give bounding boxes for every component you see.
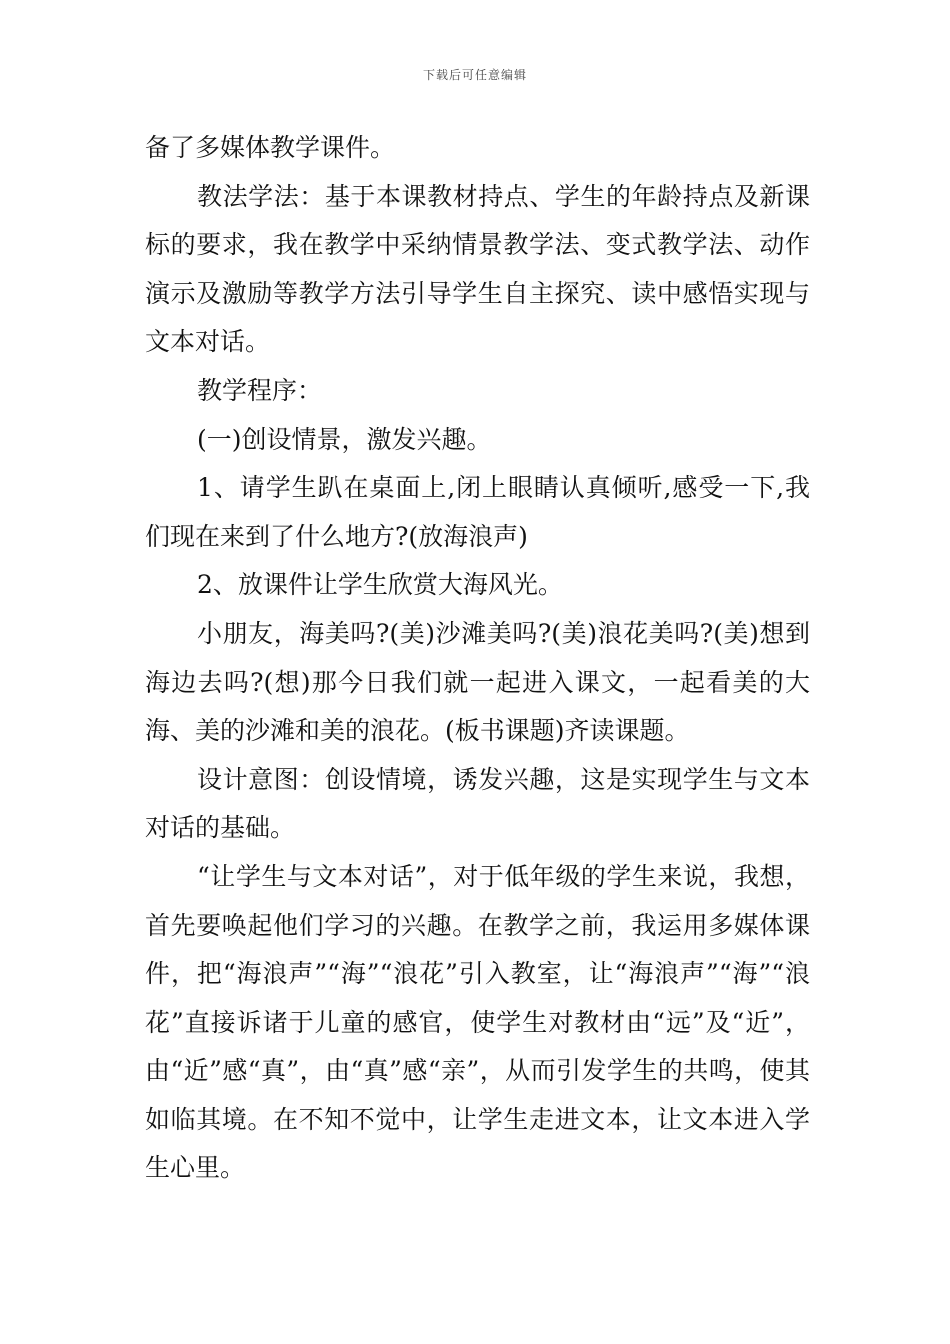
paragraph-3: 教学程序：	[197, 375, 323, 405]
paragraph-8: 设计意图：创设情境，诱发兴趣，这是实现学生与文本对话的基础。	[145, 764, 810, 843]
paragraph-2: 教法学法：基于本课教材持点、学生的年龄持点及新课标的要求，我在教学中采纳情景教学法、变式教学法、动作演示及激励等教学方法引导学生自主探究、读中感悟实现与文本对话。	[145, 181, 810, 357]
paragraph-6: 2、放课件让学生欣赏大海风光。	[197, 570, 563, 600]
page-header: 下载后可任意编辑	[422, 68, 527, 82]
paragraph-7: 小朋友，海美吗?(美)沙滩美吗?(美)浪花美吗?(美)想到海边去吗?(想)那今日我们就一起进入课文，一起看美的大海、美的沙滩和美的浪花。(板书课题)齐读课题。	[145, 618, 810, 746]
paragraph-4: (一)创设情景，激发兴趣。	[197, 424, 492, 454]
paragraph-1: 备了多媒体教学课件。	[145, 133, 396, 162]
paragraph-9: “让学生与文本对话”，对于低年级的学生来说，我想，首先要唤起他们学习的兴趣。在教学之前，我运用多媒体课件，把“海浪声”“海”“浪花”引入教室，让“海浪声”“海”“浪花”直接诉诸于儿童的感官，使学生对教材由“远”及“近”，由“近”感“真”，由“真”感“亲”，从而引发学生的共鸣，使其如临其境。在不知不觉中，让学生走进文本，让文本进入学生心里。	[145, 861, 810, 1183]
paragraph-5: 1、请学生趴在桌面上,闭上眼睛认真倾听,感受一下,我们现在来到了什么地方?(放海浪声)	[145, 473, 810, 551]
document-body	[145, 124, 810, 1193]
